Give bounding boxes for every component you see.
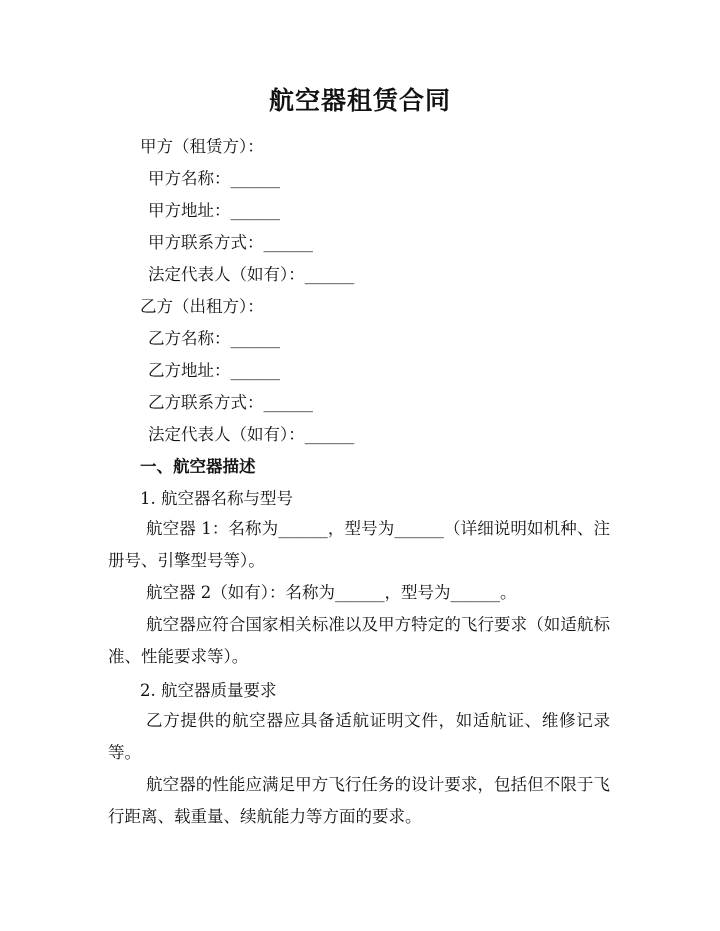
party-a-heading: 甲方（租赁方）： bbox=[140, 137, 264, 156]
party-a-name: 甲方名称：______ bbox=[148, 169, 280, 188]
aircraft-2-paragraph: 航空器 2（如有）：名称为______，型号为______。 bbox=[146, 583, 517, 602]
party-b-heading: 乙方（出租方）： bbox=[140, 297, 264, 316]
section-1-heading: 一、航空器描述 bbox=[140, 457, 256, 476]
aircraft-1-paragraph: 航空器 1：名称为______，型号为______（详细说明如机种、注册号、引擎型号等）。 bbox=[108, 519, 610, 570]
party-b-name: 乙方名称：______ bbox=[148, 329, 280, 348]
airworthiness-paragraph: 乙方提供的航空器应具备适航证明文件，如适航证、维修记录等。 bbox=[108, 711, 610, 762]
party-b-address: 乙方地址：______ bbox=[148, 361, 280, 380]
document-title: 航空器租赁合同 bbox=[268, 86, 451, 115]
party-b-contact: 乙方联系方式：______ bbox=[148, 393, 313, 412]
party-b-representative: 法定代表人（如有）：______ bbox=[148, 425, 355, 444]
subsection-1-1-heading: 1. 航空器名称与型号 bbox=[140, 489, 293, 508]
party-a-representative: 法定代表人（如有）：______ bbox=[148, 265, 355, 284]
performance-paragraph: 航空器的性能应满足甲方飞行任务的设计要求，包括但不限于飞行距离、载重量、续航能力等方面的要求。 bbox=[108, 775, 610, 826]
party-a-address: 甲方地址：______ bbox=[148, 201, 280, 220]
aircraft-standard-paragraph: 航空器应符合国家相关标准以及甲方特定的飞行要求（如适航标准、性能要求等）。 bbox=[108, 615, 610, 666]
subsection-1-2-heading: 2. 航空器质量要求 bbox=[140, 681, 277, 700]
party-a-contact: 甲方联系方式：______ bbox=[148, 233, 313, 252]
